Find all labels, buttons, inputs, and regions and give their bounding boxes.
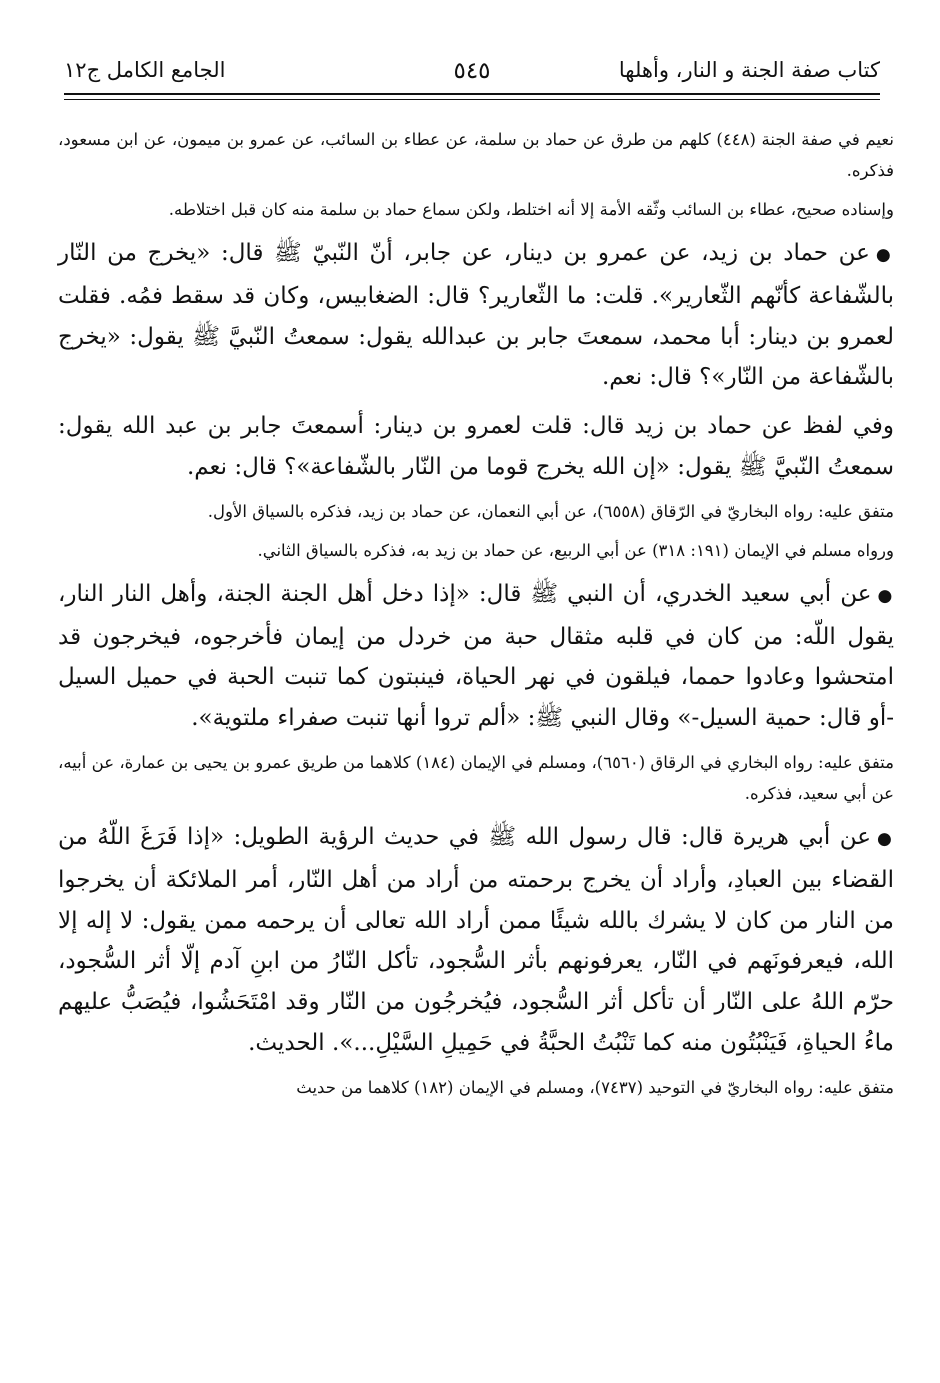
takhrij-note — [58, 747, 894, 809]
paragraph-text: ورواه مسلم في الإيمان (١٩١: ٣١٨) عن أبي الربيع، عن حماد بن زيد به، فذكره بالسياق الثاني. — [257, 540, 894, 560]
paragraph-text: عن أبي هريرة قال: قال رسول الله ﷺ في حديث الرؤية الطويل: «إذا فَرَغَ اللّهُ من القضاء بين العبادِ، وأراد أن يخرج برحمته من أراد من أهل النّار، أمر الملائكة أن يخرجوا من النار من كان لا يشرك بالله شيئًا ممن أراد الله تعالى أن يرحمه ممن يقول: لا إله إلا الله، فيعرفونَهم في النّار، يعرفونهم بأثر السُّجود، تأكل النّارُ من ابنِ آدم إلّا أثر السُّجود، حرّم اللهُ على النّار أن تأكل أثر السُّجود، فيُخرجُون من النّار وقد امْتَحَشُوا، فيُصَبُّ عليهم ماءُ الحياةِ، فَيَنْبُتُون منه كما تَنْبُتُ الحبَّةُ في حَمِيلِ السَّيْلِ...». الحديث. — [58, 823, 894, 1056]
hadith-paragraph — [58, 574, 894, 739]
paragraph-text: عن أبي سعيد الخدري، أن النبي ﷺ قال: «إذا دخل أهل الجنة الجنة، وأهل النار النار، يقول اللّه: من كان في قلبه مثقال حبة من خردل من إيمان فأخرجوه، فيخرجون قد امتحشوا وعادوا حمما، فيلقون في نهر الحياة، فينبتون كما تنبت الحبة في حميل السيل -أو قال: حمية السيل-» وقال النبي ﷺ: «ألم تروا أنها تنبت صفراء ملتوية». — [58, 580, 894, 732]
header-rule-thick — [64, 93, 880, 95]
bullet-icon: ● — [875, 245, 894, 265]
hadith-paragraph — [58, 233, 894, 398]
page-body — [58, 124, 894, 1111]
hadith-paragraph — [58, 817, 894, 1064]
bullet-icon: ● — [877, 585, 894, 606]
paragraph-text: متفق عليه: رواه البخاري في الرقاق (٦٥٦٠)، ومسلم في الإيمان (١٨٤) كلاهما من طريق عمرو بن يحيى بن عمارة، عن أبيه، عن أبي سعيد، فذكره. — [58, 752, 894, 803]
page-number: ٥٤٥ — [453, 58, 491, 84]
hadith-paragraph — [58, 406, 894, 488]
chapter-title: كتاب صفة الجنة و النار، وأهلها — [618, 58, 880, 82]
takhrij-note — [58, 535, 894, 566]
bullet-icon: ● — [877, 828, 894, 849]
paragraph-text: عن حماد بن زيد، عن عمرو بن دينار، عن جابر، أنّ النّبيّ ﷺ قال: «يخرج من النّار بالشّفاعة كأنّهم الثّعارير». قلت: ما الثّعارير؟ قال: الضغابيس، وكان قد سقط فمُه. فقلت لعمرو بن دينار: أبا محمد، سمعتَ جابر بن عبدالله يقول: سمعتُ النّبيَّ ﷺ يقول: «يخرج بالشّفاعة من النّار»؟ قال: نعم. — [58, 240, 894, 391]
paragraph-text: متفق عليه: رواه البخاريّ في التوحيد (٧٤٣٧)، ومسلم في الإيمان (١٨٢) كلاهما من حديث — [296, 1077, 894, 1097]
paragraph-text: وفي لفظ عن حماد بن زيد قال: قلت لعمرو بن دينار: أسمعتَ جابر بن عبد الله يقول: سمعتُ النّبيَّ ﷺ يقول: «إن الله يخرج قوما من النّار بالشّفاعة»؟ قال: نعم. — [58, 413, 894, 480]
takhrij-note — [58, 496, 894, 527]
paragraph-text: وإسناده صحيح، عطاء بن السائب وثّقه الأمة إلا أنه اختلط، ولكن سماع حماد بن سلمة منه كان قبل اختلاطه. — [168, 200, 894, 219]
header-rule-thin — [64, 99, 880, 100]
paragraph-text: متفق عليه: رواه البخاريّ في الرّقاق (٦٥٥٨)، عن أبي النعمان، عن حماد بن زيد، فذكره بالسياق الأول. — [207, 501, 894, 521]
paragraph-text: نعيم في صفة الجنة (٤٤٨) كلهم من طرق عن حماد بن سلمة، عن عطاء بن السائب، عن عمرو بن ميمون، عن ابن مسعود، فذكره. — [58, 130, 894, 180]
book-title: الجامع الكامل ج١٢ — [64, 58, 226, 82]
page-header — [64, 52, 880, 94]
takhrij-note — [58, 194, 894, 225]
takhrij-note — [58, 1072, 894, 1103]
takhrij-note — [58, 124, 894, 186]
